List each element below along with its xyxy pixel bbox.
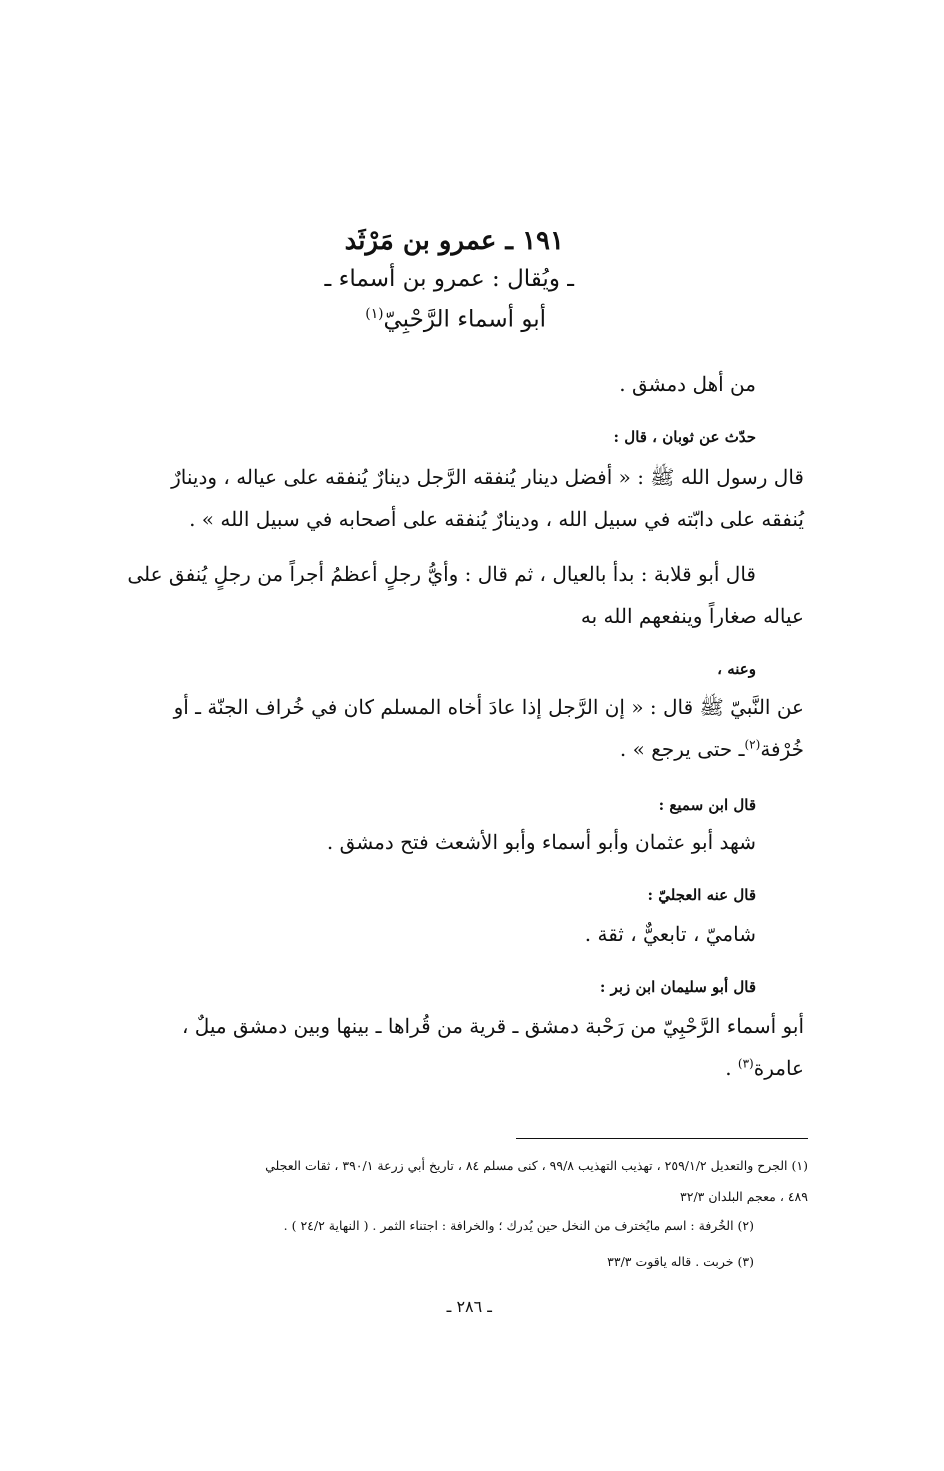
hadith-text: ـ حتى يرجع » . (619, 737, 745, 761)
report-line: شهد أبو عثمان وأبو أسماء وأبو الأشعث فتح دمشق . (326, 830, 756, 854)
entry-title: ١٩١ ـ عمرو بن مَرْثَد (344, 226, 564, 256)
page-number: ـ ٢٨٦ ـ (446, 1297, 492, 1316)
footnote-ref-2: (٢) (744, 737, 761, 752)
footnote-1: (١) الجرح والتعديل ٢٥٩/١/٢ ، تهذيب التهذيب ٩٩/٨ ، كنى مسلم ٨٤ ، تاريخ أبي زرعة ٣٩٠/١ ، ثقات العجلي (265, 1158, 808, 1173)
kunya-text: أبو أسماء الرَّحْبِيّ (383, 306, 546, 333)
hadith-line (620, 737, 804, 761)
report-word: عامرة (753, 1056, 804, 1080)
section-lead-ijli: قال عنه العجليّ : (647, 886, 756, 904)
commentary-line: قال أبو قلابة : بدأ بالعيال ، ثم قال : وأيُّ رجلٍ أعظمُ أجراً من رجلٍ يُنفق على (127, 562, 756, 586)
report-line: شاميّ ، تابعيٌّ ، ثقة . (584, 922, 756, 946)
hadith-word: خُرْفة (760, 737, 804, 761)
report-text: . (725, 1056, 732, 1080)
footnote-separator (516, 1138, 808, 1139)
origin-line: من أهل دمشق . (619, 372, 756, 396)
report-line (725, 1056, 804, 1080)
entry-alternate-name: ـ ويُقال : عمرو بن أسماء ـ (324, 266, 574, 292)
report-line: أبو أسماء الرَّحْبِيّ من رَحْبة دمشق ـ قرية من قُراها ـ بينها وبين دمشق ميلٌ ، (181, 1014, 804, 1038)
entry-kunya (365, 306, 546, 333)
section-lead-anhu: وعنه ، (717, 660, 756, 678)
footnote-ref-3: (٣) (737, 1056, 754, 1071)
section-lead-ibn-zabr: قال أبو سليمان ابن زبر : (599, 978, 756, 996)
footnote-3: (٣) خربت . قاله ياقوت ٣٣/٣ (607, 1254, 754, 1269)
hadith-line: عن النَّبيّ ﷺ قال : « إن الرَّجل إذا عادَ أخاه المسلم كان في خُراف الجنّة ـ أو (173, 695, 804, 719)
footnote-ref-1: (١) (365, 306, 384, 322)
section-lead-ibn-sumay: قال ابن سميع : (658, 796, 756, 814)
footnote-2: (٢) الخُرفة : اسم مايُخترف من النخل حين يُدرك ؛ والخرافة : اجتناء الثمر . ( النهاية ٢٤/٢ ) . (283, 1218, 754, 1233)
hadith-line: قال رسول الله ﷺ : « أفضل دينار يُنفقه الرَّجل دينارٌ يُنفقه على عياله ، ودينارٌ (171, 465, 804, 489)
hadith-line: يُنفقه على دابّته في سبيل الله ، ودينارٌ يُنفقه على أصحابه في سبيل الله » . (189, 507, 804, 531)
footnote-1-cont: ٤٨٩ ، معجم البلدان ٣٢/٣ (680, 1189, 808, 1204)
section-lead-thawban: حدّث عن ثوبان ، قال : (613, 428, 756, 446)
commentary-line: عياله صغاراً وينفعهم الله به (580, 604, 804, 628)
